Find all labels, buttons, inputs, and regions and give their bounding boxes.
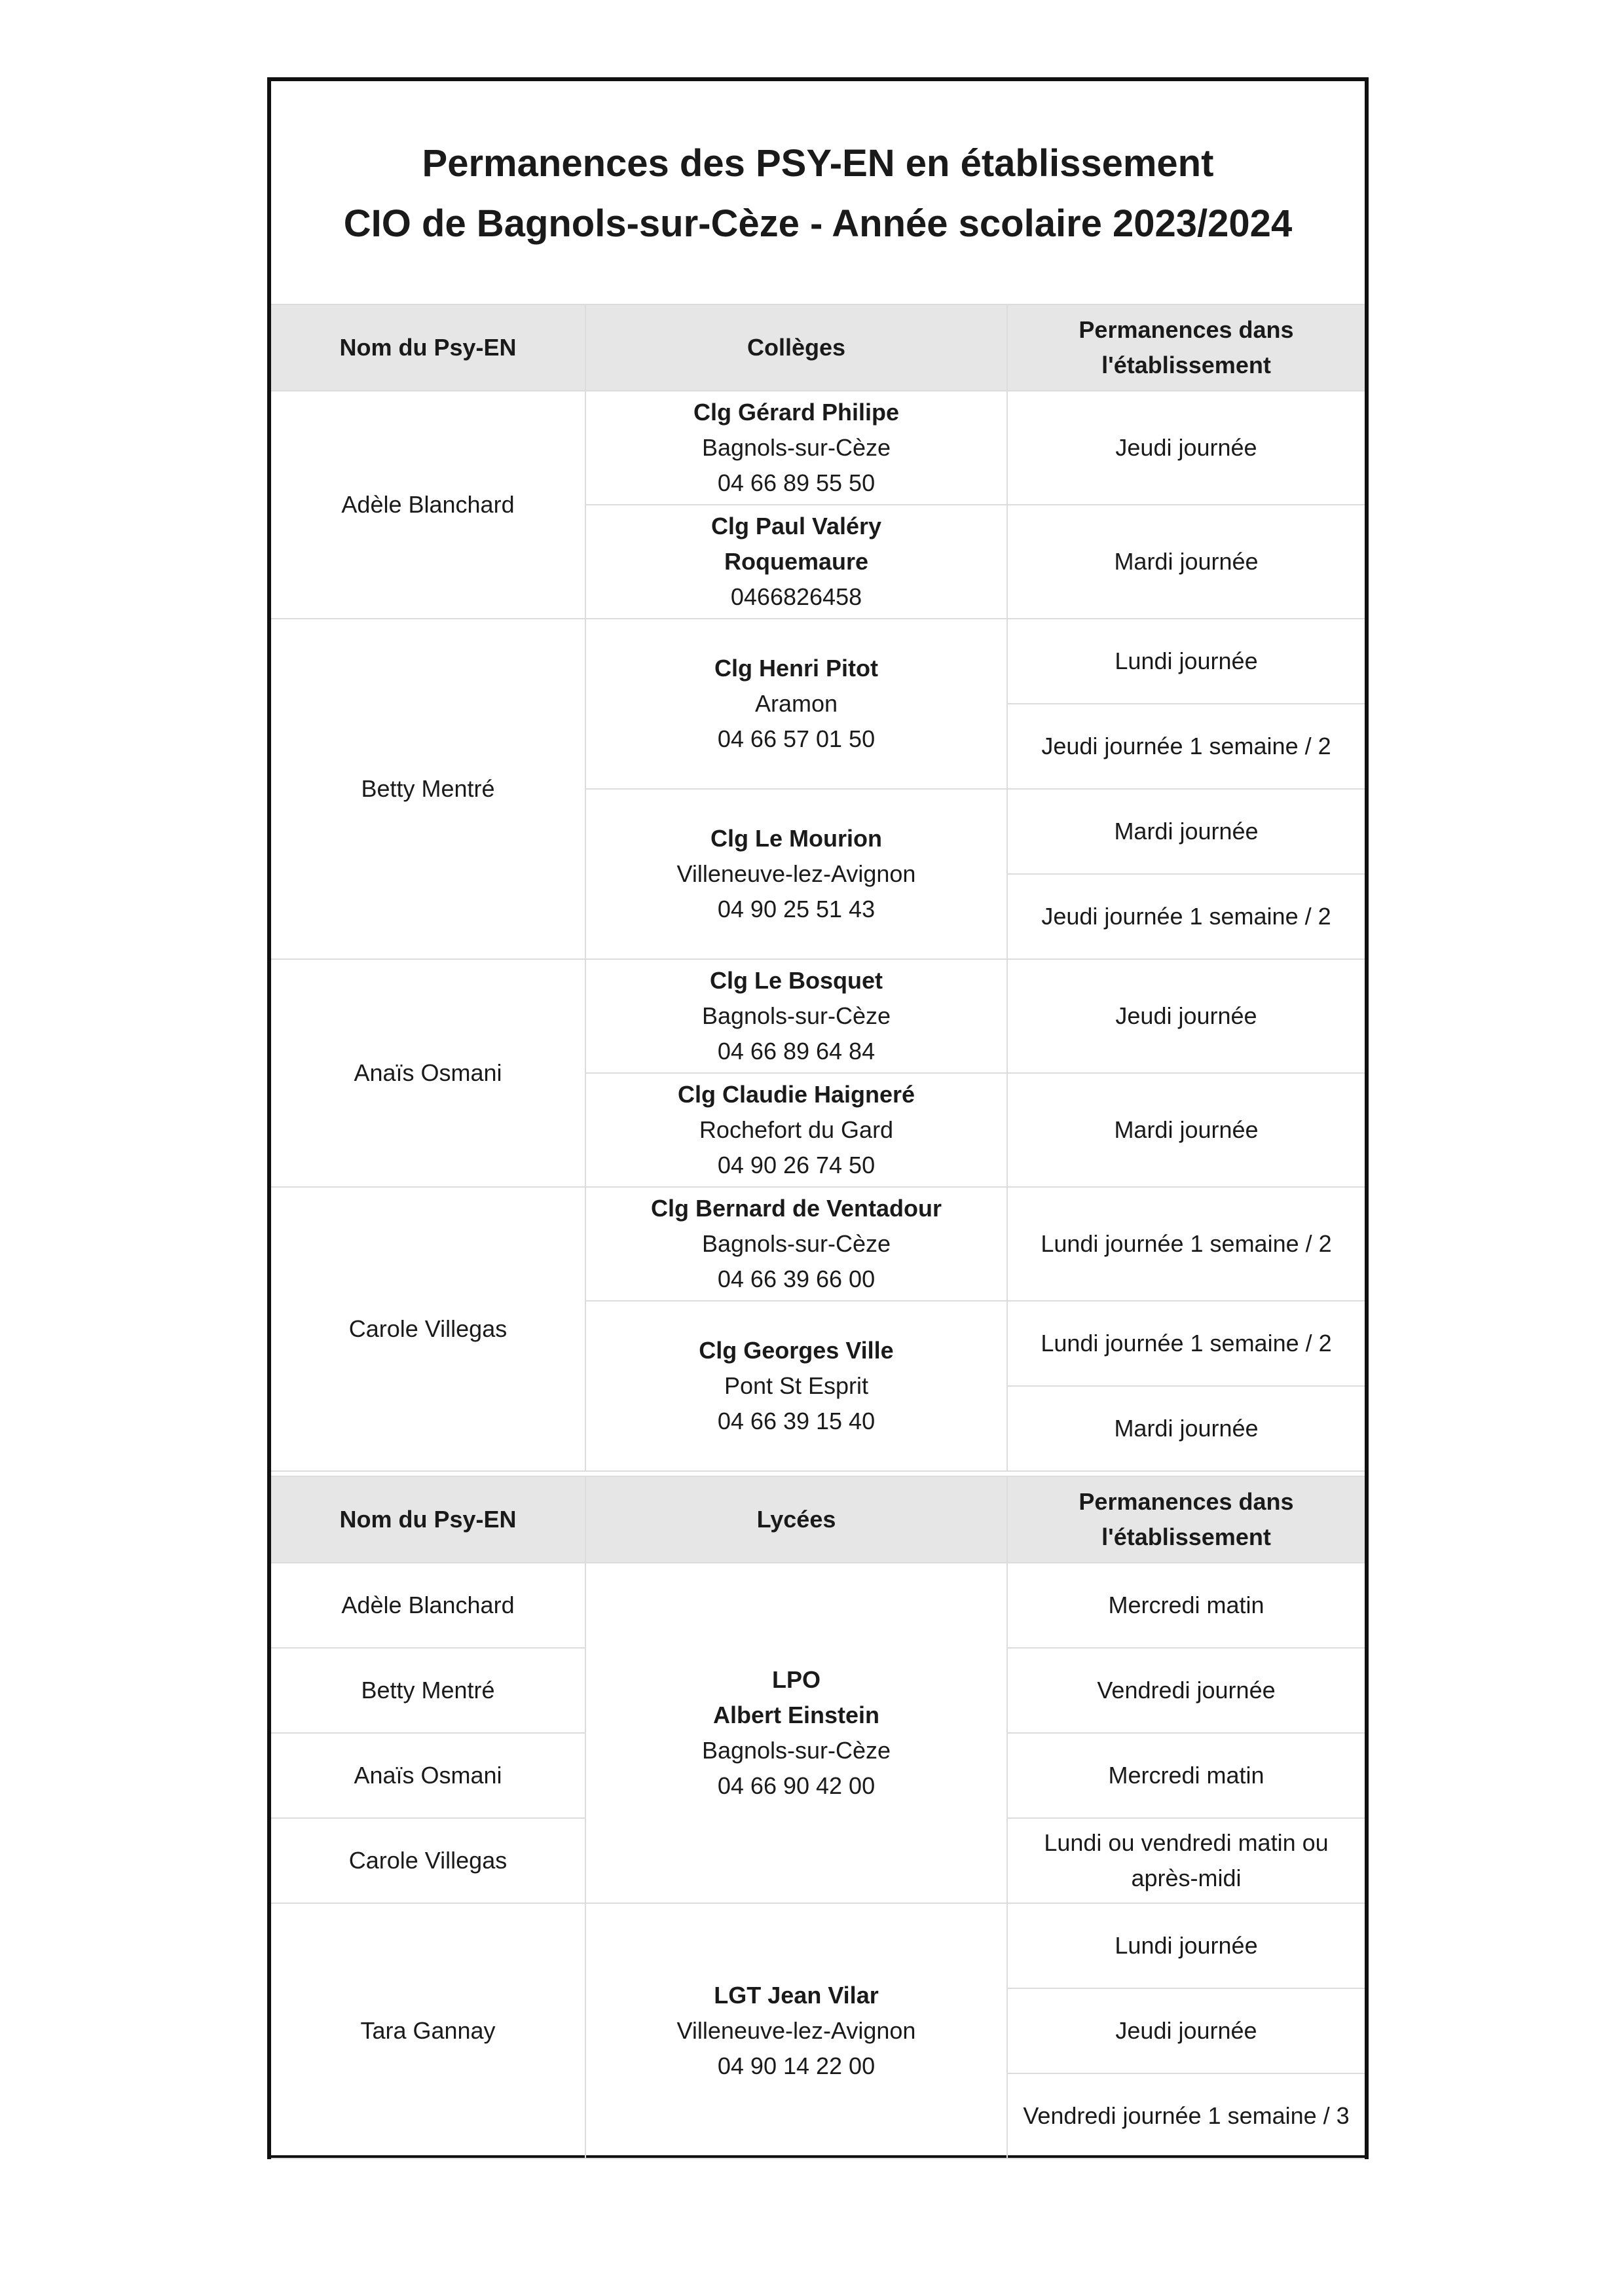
slot-cell: Mercredi matin [1007,1733,1365,1818]
school-city: Villeneuve-lez-Avignon [676,860,916,887]
school-phone: 04 66 89 64 84 [717,1038,876,1065]
school-cell [585,1301,1007,1471]
header-permanences: Permanences dans l'établissement [1007,1476,1365,1563]
header-colleges: Collèges [585,304,1007,391]
school-phone: 04 90 25 51 43 [717,896,876,922]
slot-cell: Mercredi matin [1007,1563,1365,1648]
school-phone: 04 66 57 01 50 [717,725,876,752]
school-name: Clg Henri Pitot [714,655,878,682]
header-lycees: Lycées [585,1476,1007,1563]
school-cell [585,391,1007,505]
school-name: Clg Bernard de Ventadour [650,1195,942,1222]
psy-name: Betty Mentré [271,619,585,959]
header-psy-name: Nom du Psy-EN [271,1476,585,1563]
school-name: LGT Jean Vilar [714,1982,879,2009]
psy-name: Anaïs Osmani [271,959,585,1187]
slot-cell: Jeudi journée [1007,959,1365,1073]
school-city: Bagnols-sur-Cèze [701,1737,891,1764]
psy-name: Adèle Blanchard [271,391,585,619]
school-phone: 04 66 39 66 00 [717,1266,876,1292]
psy-name: Anaïs Osmani [271,1733,585,1818]
table-row [271,1187,1365,1301]
school-cell [585,789,1007,959]
school-name: Clg Le Mourion [710,825,882,852]
school-name: Clg Georges Ville [699,1337,894,1364]
school-name: Clg Gérard Philipe [693,399,900,426]
slot-cell: Lundi journée [1007,1903,1365,1988]
school-name: Clg Le Bosquet [709,967,883,994]
header-permanences: Permanences dans l'établissement [1007,304,1365,391]
title-line-1: Permanences des PSY-EN en établissement [422,142,1214,185]
document-frame [267,77,1369,2159]
school-city: Rochefort du Gard [699,1116,894,1143]
school-phone: 04 90 14 22 00 [717,2052,876,2079]
page-title [271,134,1365,254]
school-city: Aramon [754,690,838,717]
school-city: Villeneuve-lez-Avignon [676,2017,916,2044]
slot-cell: Mardi journée [1007,789,1365,874]
school-cell [585,1903,1007,2159]
table-header-row [271,304,1365,391]
school-name: Clg Claudie Haigneré [677,1081,915,1108]
psy-name: Adèle Blanchard [271,1563,585,1648]
slot-cell: Jeudi journée 1 semaine / 2 [1007,874,1365,959]
slot-cell: Mardi journée [1007,1073,1365,1187]
psy-name: Tara Gannay [271,1903,585,2159]
slot-cell: Vendredi journée [1007,1648,1365,1733]
table-row [271,1563,1365,1648]
title-line-2: CIO de Bagnols-sur-Cèze - Année scolaire 2023/2024 [343,202,1293,245]
slot-cell: Lundi ou vendredi matin ou après-midi [1007,1818,1365,1903]
slot-cell: Lundi journée 1 semaine / 2 [1007,1301,1365,1386]
school-phone: 04 66 39 15 40 [717,1408,876,1434]
table-row [271,619,1365,704]
table-row [271,391,1365,505]
school-city: Bagnols-sur-Cèze [701,1002,891,1029]
school-phone: 0466826458 [730,583,862,610]
school-city: Pont St Esprit [724,1372,869,1399]
school-name: Clg Paul Valéry [710,513,882,539]
colleges-table [271,304,1365,1472]
slot-cell: Mardi journée [1007,1386,1365,1471]
table-row [271,1903,1365,1988]
school-phone: 04 66 90 42 00 [717,1772,876,1799]
school-cell [585,959,1007,1073]
slot-cell: Jeudi journée 1 semaine / 2 [1007,704,1365,789]
school-phone: 04 90 26 74 50 [717,1152,876,1178]
psy-name: Carole Villegas [271,1818,585,1903]
school-city: Bagnols-sur-Cèze [701,434,891,461]
school-name: Albert Einstein [712,1702,880,1728]
lycees-table [271,1476,1365,2159]
header-psy-name: Nom du Psy-EN [271,304,585,391]
school-city: Roquemaure [724,548,869,575]
slot-cell: Lundi journée 1 semaine / 2 [1007,1187,1365,1301]
slot-cell: Jeudi journée [1007,391,1365,505]
psy-name: Carole Villegas [271,1187,585,1471]
school-cell [585,619,1007,789]
school-cell [585,1073,1007,1187]
slot-cell: Lundi journée [1007,619,1365,704]
school-type: LPO [771,1666,821,1693]
school-phone: 04 66 89 55 50 [717,469,876,496]
school-cell [585,1563,1007,1903]
slot-cell: Jeudi journée [1007,1988,1365,2073]
school-cell [585,505,1007,619]
school-cell [585,1187,1007,1301]
school-city: Bagnols-sur-Cèze [701,1230,891,1257]
table-header-row [271,1476,1365,1563]
slot-cell: Vendredi journée 1 semaine / 3 [1007,2073,1365,2159]
slot-cell: Mardi journée [1007,505,1365,619]
table-row [271,959,1365,1073]
psy-name: Betty Mentré [271,1648,585,1733]
